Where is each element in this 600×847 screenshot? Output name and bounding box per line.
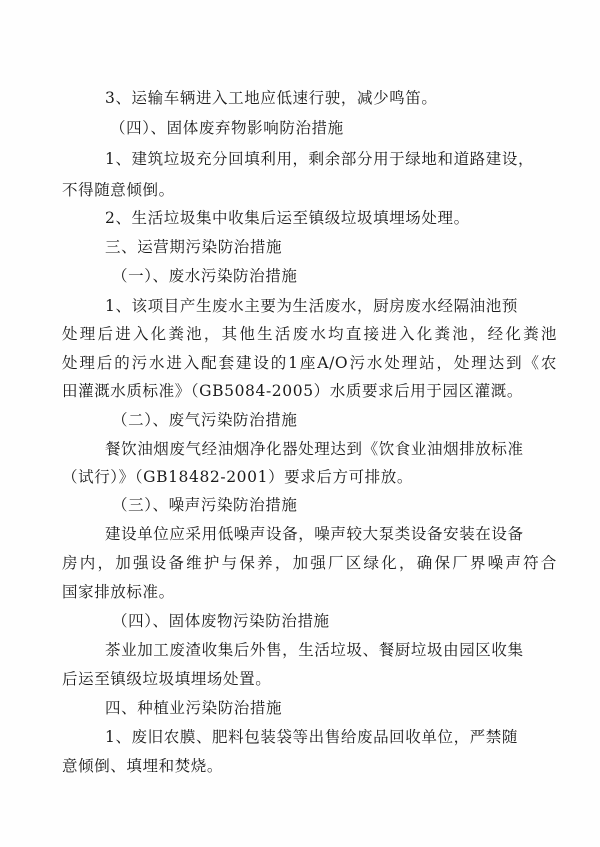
paragraph-line: 3、运输车辆进入工地应低速行驶，减少鸣笛。: [105, 89, 438, 107]
section-heading: （三）、噪声污染防治措施: [112, 496, 298, 514]
paragraph-line: 茶业加工废渣收集后外售，生活垃圾、餐厨垃圾由园区收集: [105, 641, 524, 659]
paragraph-line: 意倾倒、填埋和焚烧。: [62, 757, 224, 775]
paragraph-line: 2、生活垃圾集中收集后运至镇级垃圾填埋场处理。: [105, 209, 470, 227]
paragraph-line: 国家排放标准。: [62, 583, 175, 601]
paragraph-line: 餐饮油烟废气经油烟净化器处理达到《饮食业油烟排放标准: [105, 440, 524, 458]
section-heading: （一）、废水污染防治措施: [112, 267, 298, 285]
paragraph-line: 处理后的污水进入配套建设的1座A/O污水处理站，处理达到《农: [62, 354, 557, 372]
paragraph-line: 1、该项目产生废水主要为生活废水，厨房废水经隔油池预: [105, 297, 518, 315]
chapter-heading: 四、种植业污染防治措施: [105, 699, 283, 717]
paragraph-line: 不得随意倾倒。: [62, 181, 175, 199]
paragraph-line: 1、废旧农膜、肥料包装袋等出售给废品回收单位，严禁随: [105, 728, 518, 746]
paragraph-line: 建设单位应采用低噪声设备，噪声较大泵类设备安装在设备: [105, 525, 524, 543]
paragraph-line: 处理后进入化粪池，其他生活废水均直接进入化粪池，经化粪池: [62, 325, 557, 343]
paragraph-line: 后运至镇级垃圾填埋场处置。: [62, 670, 272, 688]
section-heading: （二）、废气污染防治措施: [112, 411, 298, 429]
chapter-heading: 三、运营期污染防治措施: [105, 238, 283, 256]
paragraph-line: 田灌溉水质标准》（GB5084-2005）水质要求后用于园区灌溉。: [62, 382, 523, 400]
paragraph-line: 1、建筑垃圾充分回填利用，剩余部分用于绿地和道路建设，: [105, 150, 535, 168]
section-heading: （四）、固体废物污染防治措施: [112, 612, 330, 630]
paragraph-line: 房内，加强设备维护与保养，加强厂区绿化，确保厂界噪声符合: [62, 554, 557, 572]
section-heading: （四）、固体废弃物影响防治措施: [110, 119, 344, 137]
paragraph-line: （试行）》（GB18482-2001）要求后方可排放。: [62, 468, 413, 486]
